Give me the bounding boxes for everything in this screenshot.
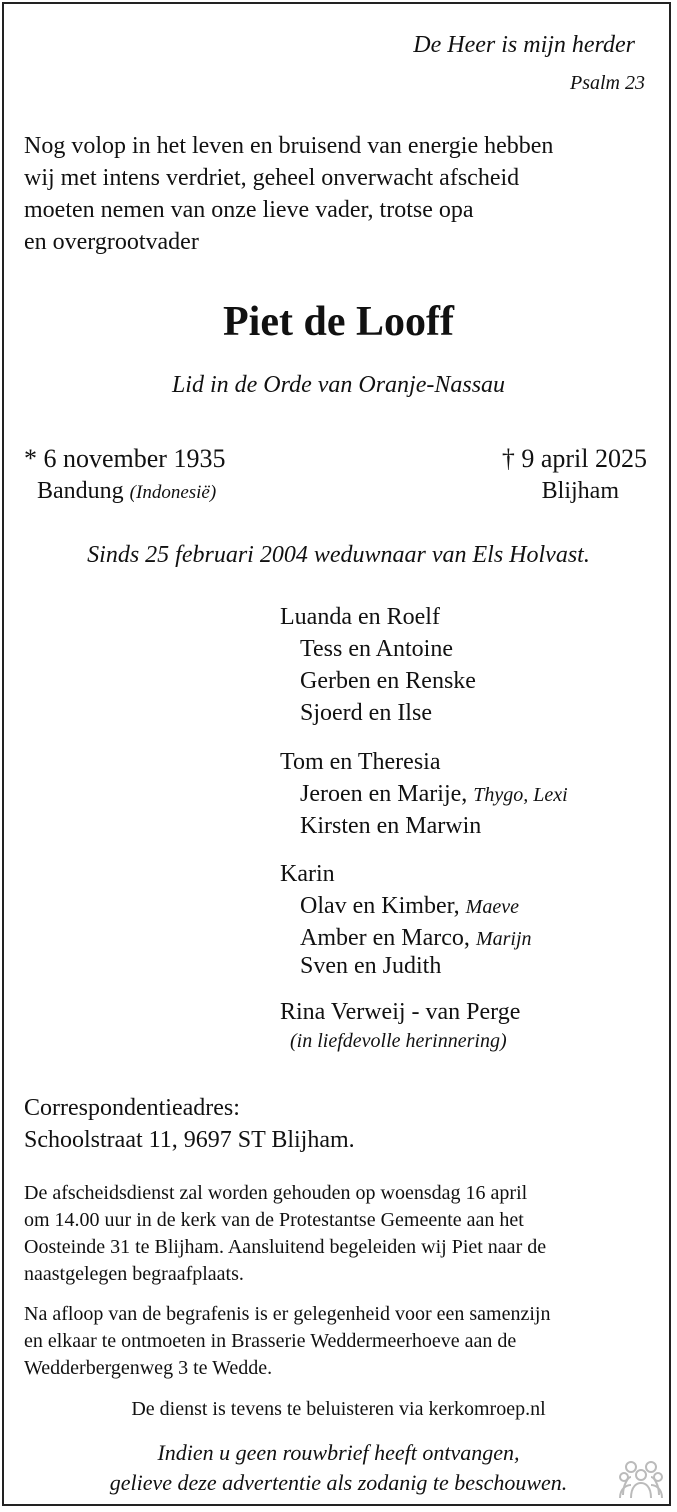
birth-place xyxy=(37,478,216,505)
intro-line: wij met intens verdriet, geheel onverwacht afscheid xyxy=(24,165,520,191)
birth-date: * 6 november 1935 xyxy=(24,444,226,473)
family-head: Karin xyxy=(280,861,335,887)
gathering-line: Na afloop van de begrafenis is er gelegenheid voor een samenzijn xyxy=(24,1303,551,1325)
gathering-line: Wedderbergenweg 3 te Wedde. xyxy=(24,1357,273,1379)
closing-line: Indien u geen rouwbrief heeft ontvangen, xyxy=(157,1440,520,1465)
family-member xyxy=(300,781,568,808)
service-info xyxy=(24,1180,546,1288)
death-date: † 9 april 2025 xyxy=(501,444,647,473)
birth-city: Bandung xyxy=(37,478,124,504)
widower-line: Sinds 25 februari 2004 weduwnaar van Els Holvast. xyxy=(87,542,590,568)
correspondence-label: Correspondentieadres: xyxy=(24,1095,240,1121)
birth-country: (Indonesië) xyxy=(129,482,217,503)
family-member-names: Olav en Kimber, xyxy=(300,893,460,919)
people-logo-icon xyxy=(617,1455,665,1500)
family-member xyxy=(300,893,519,920)
motto-source: Psalm 23 xyxy=(570,72,645,94)
deceased-name: Piet de Looff xyxy=(223,299,454,345)
honor-title: Lid in de Orde van Oranje-Nassau xyxy=(171,372,506,398)
family-member xyxy=(300,925,532,952)
death-place: Blijham xyxy=(541,478,619,504)
service-line: De afscheidsdienst zal worden gehouden op woensdag 16 april xyxy=(24,1182,528,1204)
broadcast-info: De dienst is tevens te beluisteren via kerkomroep.nl xyxy=(131,1398,546,1420)
gathering-info xyxy=(24,1301,550,1382)
great-grandchildren: Marijn xyxy=(475,928,532,950)
closing-line: gelieve deze advertentie als zodanig te beschouwen. xyxy=(109,1470,568,1495)
gathering-line: en elkaar te ontmoeten in Brasserie Weddermeerhoeve aan de xyxy=(24,1330,517,1352)
family-head: Tom en Theresia xyxy=(280,749,441,775)
family-member: Gerben en Renske xyxy=(300,668,476,694)
correspondence-address: Schoolstraat 11, 9697 ST Blijham. xyxy=(24,1127,355,1153)
great-grandchildren: Maeve xyxy=(465,896,519,918)
intro-text xyxy=(24,130,553,258)
intro-line: moeten nemen van onze lieve vader, trotse opa xyxy=(24,197,474,223)
family-head: Luanda en Roelf xyxy=(280,604,440,630)
family-member: Sven en Judith xyxy=(300,953,442,979)
family-head: Rina Verweij - van Perge xyxy=(280,999,521,1025)
family-member: Tess en Antoine xyxy=(300,636,453,662)
memorial-note: (in liefdevolle herinnering) xyxy=(290,1030,507,1052)
service-line: om 14.00 uur in de kerk van de Protestantse Gemeente aan het xyxy=(24,1209,524,1231)
family-member-names: Jeroen en Marije, xyxy=(300,781,468,807)
closing-note xyxy=(0,1438,677,1498)
motto: De Heer is mijn herder xyxy=(413,32,635,58)
family-member: Kirsten en Marwin xyxy=(300,813,482,839)
family-member-names: Amber en Marco, xyxy=(300,925,470,951)
correspondence xyxy=(24,1092,355,1156)
intro-line: en overgrootvader xyxy=(24,229,199,255)
great-grandchildren: Thygo, Lexi xyxy=(473,784,568,806)
family-member: Sjoerd en Ilse xyxy=(300,700,432,726)
service-line: naastgelegen begraafplaats. xyxy=(24,1263,244,1285)
intro-line: Nog volop in het leven en bruisend van energie hebben xyxy=(24,133,554,159)
service-line: Oosteinde 31 te Blijham. Aansluitend begeleiden wij Piet naar de xyxy=(24,1236,547,1258)
